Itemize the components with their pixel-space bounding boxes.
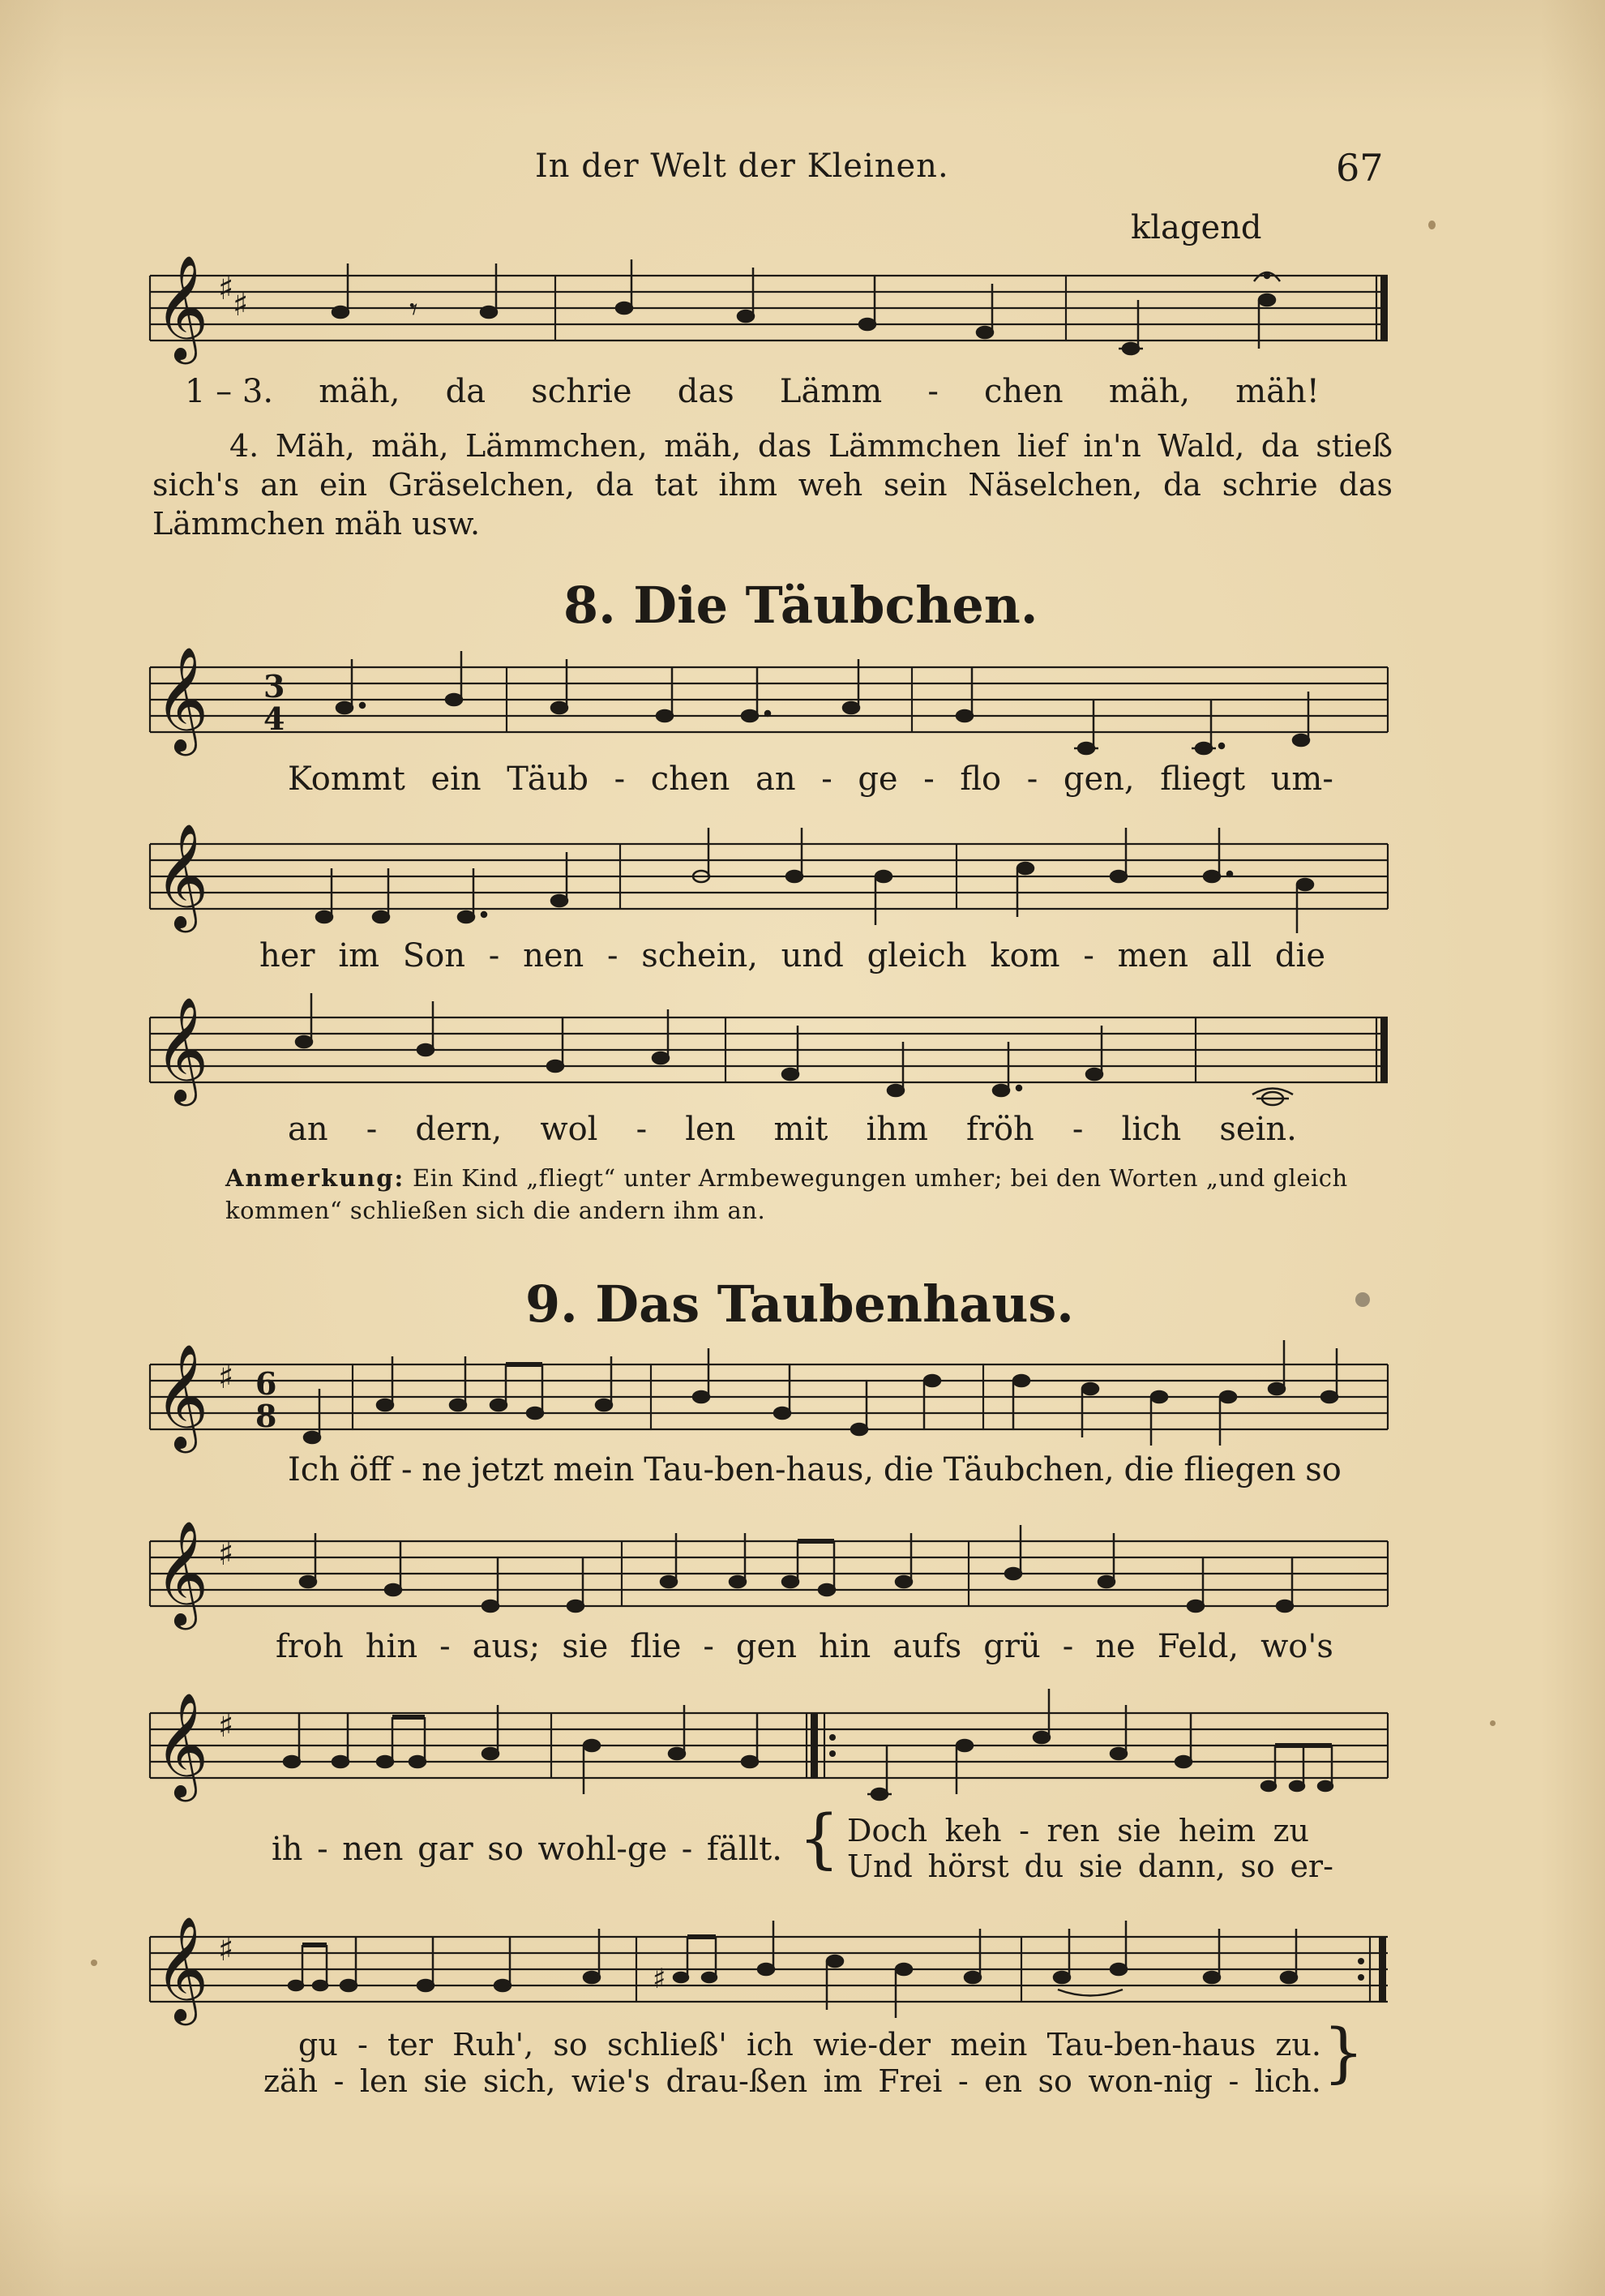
lyric-syllable: nen: [342, 1831, 404, 1868]
lyric-syllable: mein: [553, 1451, 635, 1489]
lyric-syllable: -: [366, 1111, 378, 1148]
lyric-syllable: schrie: [531, 373, 632, 410]
lyric-syllable: an: [755, 760, 796, 798]
lyric-syllable: gar: [417, 1831, 473, 1868]
lyric-syllable: won-nig: [1088, 2063, 1213, 2099]
svg-text:𝄞: 𝄞: [155, 1916, 209, 2021]
lyric-syllable: hin: [818, 1628, 871, 1665]
svg-text:𝄞: 𝄞: [155, 823, 209, 928]
song-title-9: 9. Das Taubenhaus.: [525, 1274, 1074, 1334]
lyric-syllable: heim: [1178, 1813, 1256, 1848]
lyric-syllable: sich,: [482, 2063, 556, 2099]
lyric-syllable: Ruh',: [452, 2027, 534, 2063]
lyric-syllable: so: [487, 1831, 524, 1868]
lyric-syllable: lich.: [1254, 2063, 1321, 2099]
lyric-syllable: -: [821, 760, 832, 798]
lyric-syllable: sein.: [1219, 1111, 1297, 1148]
staff-song9-line2: [150, 1520, 1398, 1626]
lyric-syllable: en: [984, 2063, 1023, 2099]
lyric-syllable: -: [1026, 760, 1038, 798]
lyric-syllable: Tau-ben-haus,: [644, 1451, 875, 1489]
lyric-line-song9-repeat-a: [847, 1813, 1309, 1848]
lyric-syllable: lich: [1121, 1111, 1182, 1148]
lyric-syllable: du: [1024, 1848, 1064, 1884]
lyric-syllable: ih: [272, 1831, 303, 1868]
lyric-syllable: sie: [423, 2063, 468, 2099]
svg-text:𝄞: 𝄞: [155, 1520, 209, 1626]
lyric-syllable: fliegt: [1160, 760, 1246, 798]
lyric-syllable: -: [333, 2063, 345, 2099]
lyric-line-song8-2: [259, 937, 1325, 975]
lyric-syllable: -: [927, 373, 939, 410]
lyric-syllable: ter: [387, 2027, 433, 2063]
lyric-syllable: jetzt: [471, 1451, 544, 1489]
svg-text:𝄞: 𝄞: [155, 255, 209, 360]
lyric-syllable: sie: [1117, 1813, 1162, 1848]
lyric-line-song9-repeat-b: [847, 1848, 1333, 1884]
verse-bracket-close: }: [1323, 2015, 1364, 2090]
lyric-syllable: die: [883, 1451, 934, 1489]
lyric-syllable: aufs: [892, 1628, 962, 1665]
lyric-syllable: die: [1124, 1451, 1175, 1489]
svg-text:♯: ♯: [218, 1359, 234, 1396]
lyric-syllable: im: [338, 937, 380, 975]
svg-text:♯: ♯: [218, 270, 234, 307]
lyric-syllable: -: [488, 937, 500, 975]
lyric-syllable: ge: [858, 760, 898, 798]
lyric-syllable: so: [553, 2027, 588, 2063]
song-title-8: 8. Die Täubchen.: [563, 576, 1038, 635]
ink-spot: [1490, 1720, 1496, 1726]
svg-text:♯: ♯: [653, 1963, 666, 1995]
lyric-syllable: flo: [960, 760, 1002, 798]
svg-text:♯: ♯: [218, 1931, 234, 1968]
lyric-line-song9-3: [272, 1831, 782, 1868]
lyric-syllable: zu: [1273, 1813, 1309, 1848]
lyric-line-song7: [185, 373, 1320, 410]
lyric-syllable: Frei: [878, 2063, 943, 2099]
lyric-syllable: -: [1019, 1813, 1029, 1848]
lyric-syllable: zäh: [263, 2063, 319, 2099]
lyric-line-song8-3: [288, 1111, 1297, 1148]
lyric-syllable: ren: [1046, 1813, 1100, 1848]
staff-song8-line3: [150, 996, 1398, 1102]
lyric-syllable: um-: [1270, 760, 1333, 798]
lyric-syllable: gen,: [1063, 760, 1135, 798]
time-sig-top: 3: [263, 668, 285, 705]
lyric-syllable: -: [357, 2027, 368, 2063]
lyric-syllable: zu.: [1275, 2027, 1321, 2063]
lyric-syllable: mäh,: [1108, 373, 1191, 410]
lyric-syllable: gleich: [867, 937, 967, 975]
lyric-syllable: -: [703, 1628, 714, 1665]
lyric-syllable: hörst: [927, 1848, 1009, 1884]
lyric-syllable: wol: [540, 1111, 598, 1148]
lyric-syllable: schein,: [641, 937, 758, 975]
lyric-syllable: flie: [630, 1628, 682, 1665]
lyric-syllable: -: [439, 1628, 451, 1665]
lyric-syllable: fröh: [966, 1111, 1034, 1148]
page-number: 67: [1336, 146, 1384, 190]
lyric-line-song9-1: [288, 1451, 1342, 1489]
lyric-syllable: -: [1228, 2063, 1239, 2099]
verse-bracket-open: {: [798, 1801, 840, 1876]
lyric-syllable: -: [1062, 1628, 1074, 1665]
staff-song9-line4: [150, 1916, 1398, 2021]
lyric-syllable: ne: [422, 1451, 462, 1489]
lyric-syllable: so: [1305, 1451, 1342, 1489]
lyric-syllable: an: [288, 1111, 328, 1148]
lyric-syllable: -: [681, 1831, 693, 1868]
lyric-syllable: ne: [1095, 1628, 1136, 1665]
lyric-syllable: sie: [1078, 1848, 1124, 1884]
lyric-syllable: mäh,: [319, 373, 400, 410]
lyric-syllable: -: [1072, 1111, 1084, 1148]
staff-song8-line2: [150, 823, 1398, 928]
lyric-syllable: Ich: [288, 1451, 340, 1489]
svg-text:𝄾: 𝄾: [409, 291, 418, 328]
lyric-syllable: Lämm: [779, 373, 883, 410]
lyric-syllable: fällt.: [706, 1831, 782, 1868]
ink-spot: [1355, 1292, 1370, 1307]
lyric-syllable: wie's: [571, 2063, 651, 2099]
lyric-syllable: -: [923, 760, 935, 798]
lyric-syllable: Täubchen,: [943, 1451, 1115, 1489]
svg-text:𝄞: 𝄞: [155, 1343, 209, 1449]
time-sig-bottom: 8: [255, 1398, 277, 1434]
lyric-line-song8-1: [288, 760, 1333, 798]
lyric-syllable: dann,: [1137, 1848, 1226, 1884]
lyric-syllable: Doch: [847, 1813, 928, 1848]
lyric-syllable: -: [607, 937, 618, 975]
staff-song9-line1: [150, 1343, 1398, 1449]
lyric-syllable: men: [1117, 937, 1188, 975]
lyric-syllable: nen: [523, 937, 584, 975]
remark-text: Ein Kind „fliegt“ unter Armbewegungen umher; bei den Worten „und gleich kommen“ schließen sich die andern ihm an.: [225, 1164, 1348, 1224]
svg-text:𝄞: 𝄞: [155, 996, 209, 1102]
svg-text:𝄞: 𝄞: [155, 646, 209, 752]
lyric-syllable: wie-der: [813, 2027, 931, 2063]
lyric-syllable: da: [445, 373, 486, 410]
lyric-syllable: froh: [276, 1628, 344, 1665]
lyric-syllable: keh: [944, 1813, 1002, 1848]
lyric-syllable: aus;: [472, 1628, 541, 1665]
lyric-syllable: -: [1083, 937, 1094, 975]
lyric-syllable: so: [1240, 1848, 1275, 1884]
lyric-syllable: -: [400, 1451, 413, 1489]
lyric-line-song9-2: [276, 1628, 1333, 1665]
lyric-syllable: gu: [298, 2027, 338, 2063]
lyric-syllable: kom: [990, 937, 1060, 975]
lyric-syllable: mit: [773, 1111, 828, 1148]
svg-text:♯: ♯: [233, 286, 249, 323]
lyric-syllable: mäh!: [1235, 373, 1320, 410]
lyric-syllable: er-: [1290, 1848, 1333, 1884]
staff-song9-line3: [150, 1692, 1398, 1797]
lyric-syllable: -: [614, 760, 626, 798]
lyric-syllable: len: [359, 2063, 408, 2099]
svg-text:♯: ♯: [218, 1707, 234, 1745]
lyric-syllable: Tau-ben-haus: [1046, 2027, 1256, 2063]
staff-song8-line1: [150, 646, 1398, 752]
ink-spot: [1428, 221, 1436, 229]
lyric-syllable: chen: [984, 373, 1064, 410]
lyric-syllable: -: [636, 1111, 648, 1148]
remark-label: Anmerkung:: [225, 1164, 405, 1192]
running-title: In der Welt der Kleinen.: [535, 148, 949, 185]
lyric-syllable: ein: [430, 760, 481, 798]
lyric-syllable: Täub: [507, 760, 589, 798]
lyric-syllable: Feld,: [1157, 1628, 1239, 1665]
remark: [225, 1162, 1385, 1227]
lyric-syllable: Son: [402, 937, 466, 975]
lyric-syllable: all: [1211, 937, 1252, 975]
lyric-syllable: so: [1038, 2063, 1072, 2099]
lyric-syllable: schließ': [606, 2027, 727, 2063]
svg-text:𝄞: 𝄞: [155, 1692, 209, 1797]
verse-4: 4. Mäh, mäh, Lämmchen, mäh, das Lämmchen lief in'n Wald, da stieß sich's an ein Gräselchen, da tat ihm weh sein Näselchen, da schrie das Lämmchen mäh usw.: [152, 428, 1393, 542]
lyric-line-song9-last-b: [263, 2063, 1321, 2099]
lyric-syllable: gen: [735, 1628, 797, 1665]
lyric-syllable: grü: [983, 1628, 1041, 1665]
lyric-syllable: her: [259, 937, 315, 975]
lyric-line-song9-last-a: [298, 2027, 1321, 2063]
lyric-syllable: hin: [365, 1628, 418, 1665]
lyric-syllable: wo's: [1260, 1628, 1333, 1665]
lyric-syllable: Und: [847, 1848, 913, 1884]
lyric-syllable: -: [317, 1831, 328, 1868]
lyric-syllable: das: [677, 373, 734, 410]
staff-song7-end: [150, 255, 1398, 361]
lyric-syllable: wohl-ge: [537, 1831, 668, 1868]
tempo-marking: klagend: [1131, 209, 1262, 246]
lyric-syllable: die: [1274, 937, 1325, 975]
lyric-syllable: dern,: [415, 1111, 503, 1148]
lyric-syllable: fliegen: [1183, 1451, 1296, 1489]
lyric-syllable: -: [957, 2063, 969, 2099]
svg-text:♯: ♯: [218, 1536, 234, 1573]
lyric-syllable: mein: [950, 2027, 1028, 2063]
ink-spot: [91, 1960, 97, 1966]
lyric-syllable: len: [685, 1111, 736, 1148]
time-sig-bottom: 4: [263, 700, 285, 737]
lyric-syllable: 1 – 3.: [185, 373, 274, 410]
lyric-syllable: Kommt: [288, 760, 405, 798]
lyric-syllable: ihm: [866, 1111, 928, 1148]
lyric-syllable: chen: [650, 760, 730, 798]
time-sig-top: 6: [255, 1365, 277, 1402]
lyric-syllable: öff: [349, 1451, 392, 1489]
lyric-syllable: drau-ßen: [666, 2063, 808, 2099]
lyric-syllable: und: [781, 937, 844, 975]
lyric-syllable: ich: [747, 2027, 794, 2063]
lyric-syllable: im: [823, 2063, 862, 2099]
lyric-syllable: sie: [562, 1628, 609, 1665]
